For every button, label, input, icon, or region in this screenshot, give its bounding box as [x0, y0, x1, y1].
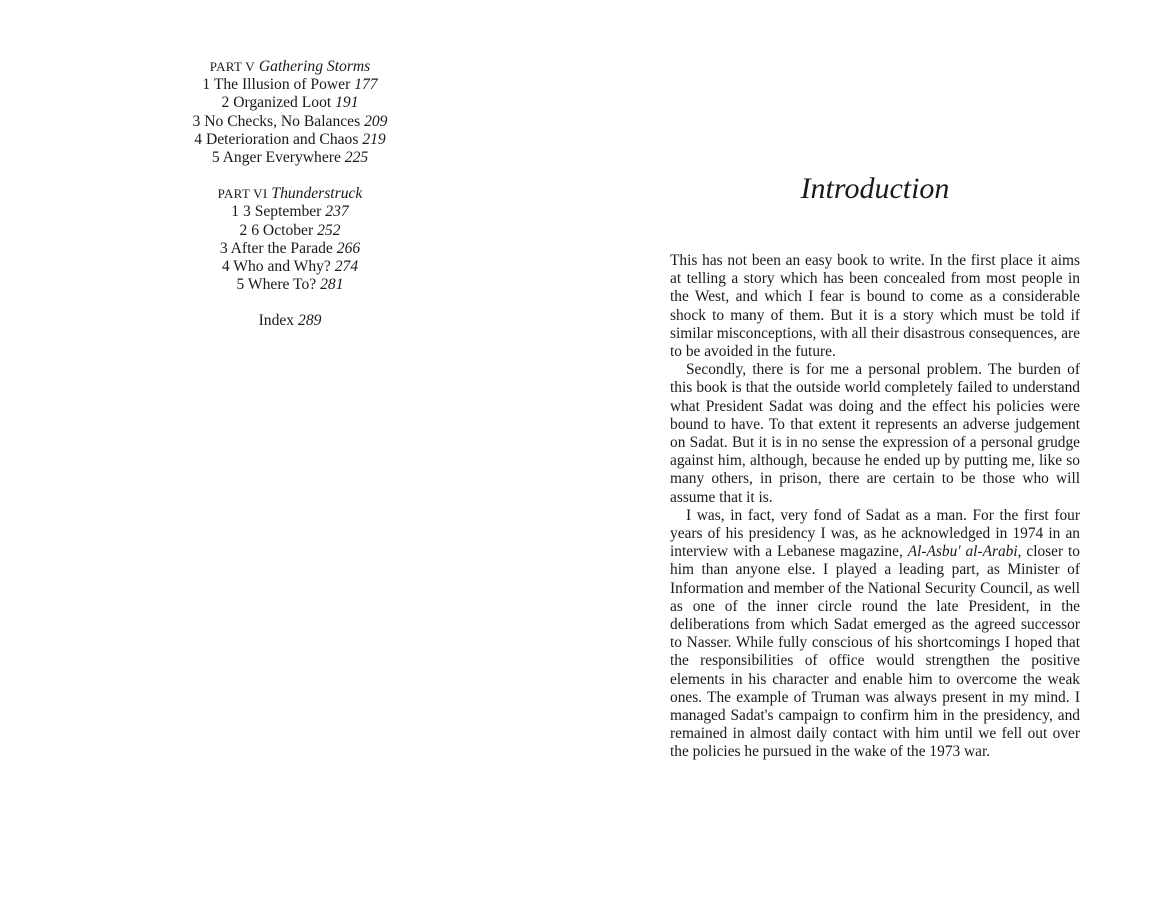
chapter-title: Deterioration and Chaos [205, 130, 359, 148]
chapter-page: 274 [334, 258, 359, 276]
chapter-page: 252 [317, 221, 341, 239]
introduction-page [670, 170, 1080, 762]
chapter-number: 2 [221, 94, 230, 112]
chapter-number: 2 [239, 221, 248, 239]
chapter-page: 177 [354, 76, 378, 94]
chapter-title: 3 September [243, 203, 322, 221]
toc-entry [150, 113, 430, 131]
paragraph: This has not been an easy book to write. In the first place it aims at telling a story which has been concealed from most people in the West, and which I fear is bound to come as a considerable shock to many of them. But it is a story which must be told if similar misconceptions, with all their disastrous consequences, are to be avoided in the future. [670, 252, 1080, 361]
chapter-page: 237 [325, 203, 349, 221]
chapter-heading: Introduction [800, 172, 950, 205]
chapter-number: 1 [202, 76, 211, 94]
chapter-title: The Illusion of Power [213, 76, 351, 94]
contents-page [150, 58, 430, 331]
index-label: Index [258, 312, 295, 330]
chapter-number: 1 [231, 203, 240, 221]
paragraph: Secondly, there is for me a personal problem. The burden of this book is that the outside world completely failed to understand what President Sadat was doing and the effect his policies were bound to have. To that extent it represents an adverse judgement on Sadat. But it is in no sense the expression of a personal grudge against him, although, because he ended up by putting me, like so many others, in prison, there are certain to be those who will assume that it is. [670, 361, 1080, 506]
toc-entry [150, 131, 430, 149]
chapter-page: 191 [335, 94, 359, 112]
toc-part-heading [150, 185, 430, 203]
part-title: Gathering Storms [258, 58, 371, 75]
chapter-title: After the Parade [230, 239, 333, 257]
toc-part-v [150, 58, 430, 167]
paragraph-text: I was, in fact, very fond of Sadat as a man. For the first four years of his presidency I was, as he acknowledged in 1974 in an interview with a Lebanese magazine, [670, 506, 1080, 561]
toc-entry [150, 94, 430, 112]
toc-index-entry [150, 312, 430, 330]
index-page: 289 [298, 312, 322, 330]
paragraph [670, 507, 1080, 762]
chapter-page: 209 [364, 112, 388, 130]
paragraph-text: , closer to him than anyone else. I played a leading part, as Minister of Information and member of the National Security Council, as well as one of the inner circle round the late President, in the deliberations from which Sadat emerged as the agreed successor to Nasser. While fully conscious of his shortcomings I hoped that the responsibilities of office would strengthen the positive elements in his character and enable him to overcome the weak ones. The example of Truman was always present in my mind. I managed Sadat's campaign to confirm him in the presidency, and remained in almost daily contact with him until we fell out over the policies he pursued in the wake of the 1973 war. [670, 543, 1080, 761]
toc-entry [150, 203, 430, 221]
chapter-title: Where To? [247, 276, 317, 294]
toc-entry [150, 222, 430, 240]
chapter-title: Anger Everywhere [222, 149, 341, 167]
chapter-page: 281 [320, 276, 344, 294]
toc-part-heading [150, 58, 430, 76]
chapter-title: No Checks, No Balances [204, 112, 361, 130]
toc-part-vi [150, 185, 430, 294]
part-label: PART V [209, 59, 255, 74]
chapter-title: Who and Why? [233, 258, 331, 276]
chapter-number: 3 [219, 239, 228, 257]
toc-entry [150, 258, 430, 276]
chapter-title: 6 October [251, 221, 314, 239]
toc-entry [150, 76, 430, 94]
chapter-number: 4 [221, 258, 230, 276]
magazine-title: Al-Asbu' al-Arabi [907, 543, 1018, 561]
part-label: PART VI [217, 186, 268, 202]
toc-entry [150, 276, 430, 294]
chapter-page: 225 [344, 149, 369, 167]
chapter-page: 266 [336, 239, 361, 257]
chapter-number: 5 [236, 276, 245, 294]
toc-entry [150, 240, 430, 258]
body-text [670, 252, 1080, 762]
part-title: Thunderstruck [271, 185, 363, 203]
chapter-number: 4 [194, 130, 203, 148]
chapter-number: 3 [192, 112, 201, 130]
chapter-page: 219 [362, 130, 386, 148]
chapter-title: Organized Loot [233, 94, 332, 112]
toc-entry [150, 149, 430, 167]
chapter-number: 5 [211, 149, 220, 167]
